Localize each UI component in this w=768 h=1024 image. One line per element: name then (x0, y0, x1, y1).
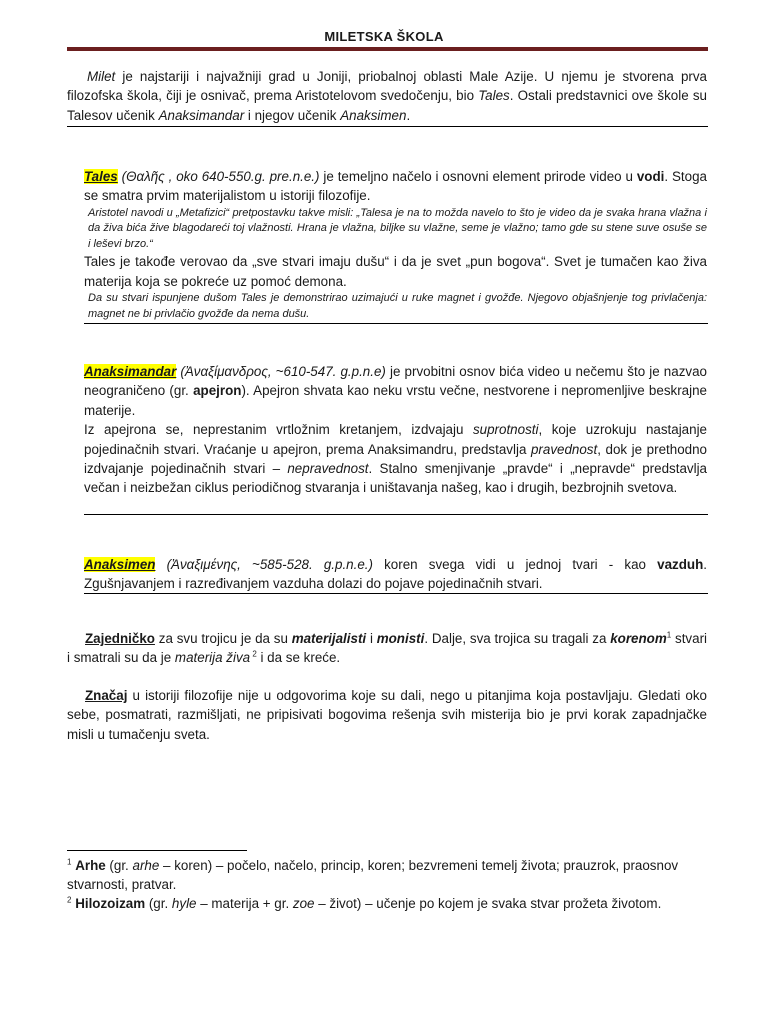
zajednicko-materijalisti: materijalisti (291, 631, 367, 646)
anaksimen-heading: Anaksimen (84, 557, 156, 572)
intro-anaksimandar: Anaksimandar (158, 107, 245, 123)
intro-tales: Tales (478, 88, 510, 104)
znacaj-label: Značaj (85, 688, 128, 703)
zajednicko-text-3: . Dalje, sva trojica su tragali za (424, 631, 611, 646)
anaksimandar-text-5: , dok je prethodno izdvajanje pojedinačnih stvari – (84, 441, 707, 477)
tales-voda: vodi (636, 169, 665, 184)
zajednicko-paragraph (67, 629, 707, 668)
tales-meta: (Θαλῆς , oko 640-550.g. pre.n.e.) (117, 169, 320, 184)
anaksimen-text-1: koren svega vidi u jednoj tvari - kao (372, 557, 658, 572)
intro-paragraph (67, 67, 707, 125)
footnote-ref-1[interactable]: 1 (666, 630, 672, 640)
footnote-separator (67, 850, 247, 851)
anaksimandar-text-2: ). Apejron shvata kao neku vrstu večne, nestvorene i nepromenljive beskrajne materije. (84, 383, 707, 418)
zajednicko-text-4: stvari i smatrali su da je (67, 631, 708, 666)
intro-text-4: . (406, 107, 411, 123)
znacaj-text: u istoriji filozofije nije u odgovorima koje su dali, nego u pitanjima koja postavljaju. Gledati oko sebe, posmatrati, razmišljati, ne pripisivati bogovima rešenja svih misterija bio je prvi korak zapadnjačke misli u tumačenju sveta. (67, 688, 707, 742)
anaksimandar-suprotnosti: suprotnosti (472, 422, 539, 438)
intro-text-3: i njegov učenik (244, 107, 341, 123)
anaksimandar-text-6: . Stalno smenjivanje „pravde“ i „nepravde“ predstavlja večan i neizbežan ciklus periodičnog stvaranja i uništavanja našeg, kao i drugih, bezbrojnih svetova. (84, 461, 707, 496)
tales-paragraph-2: Tales je takođe verovao da „sve stvari imaju dušu“ i da je svet „pun bogova“. Svet je tumačen kao živa materija koja se pokreće uz pomoć demona. (84, 254, 707, 289)
footnote-text: – život) – učenje po kojem je svaka stvar prožeta životom. (314, 896, 662, 911)
anaksimandar-apejron: apejron (193, 383, 242, 399)
section-divider (84, 323, 708, 324)
zajednicko-korenom: korenom (610, 631, 667, 646)
tales-section (84, 167, 707, 322)
zajednicko-materija-ziva: materija živa (174, 650, 251, 666)
tales-note-2: Da su stvari ispunjene dušom Tales je demonstrirao uzimajući u ruke magnet i gvožđe. Njegovo objašnjenje tog privlačenja: magnet ne bi privlačio gvožđe da nema dušu. (88, 292, 707, 320)
zajednicko-monisti: monisti (376, 631, 425, 646)
footnote-text: (gr. (105, 858, 133, 873)
anaksimandar-text-1: je prvobitni osnov bića video u nečemu što je nazvao neograničeno (gr. (84, 364, 707, 399)
intro-text-1: je najstariji i najvažniji grad u Joniji, priobalnoj oblasti Male Azije. U njemu je stvorena prva filozofska škola, čiji je osnivač, prema Aristotelovom svedočenju, bio (67, 69, 707, 104)
intro-milet: Milet (87, 69, 116, 84)
intro-text-2: . Ostali predstavnici ove škole su Talesov učenik (67, 88, 707, 123)
page-title: MILETSKA ŠKOLA (324, 29, 444, 44)
znacaj-paragraph (67, 686, 707, 744)
header-rule (67, 47, 708, 51)
anaksimen-text-2: . Zgušnjavanjem i razređivanjem vazduha dolazi do pojave pojedinačnih stvari. (84, 557, 707, 592)
tales-heading: Tales (84, 169, 118, 184)
anaksimandar-nepravednost: nepravednost (287, 461, 369, 477)
section-divider (67, 126, 708, 127)
footnote-text: – materija + gr. (196, 896, 293, 911)
footnote-1 (67, 856, 707, 894)
section-divider (84, 514, 708, 515)
footnote-number: 2 (67, 895, 72, 905)
anaksimen-section (84, 555, 707, 594)
tales-note-1: Aristotel navodi u „Metafizici“ pretpostavku takve misli: „Talesa je na to možda navelo to što je video da je svaka hrana vlažna i da živa bića žive blagodareći toj vlažnosti. Hrana je vlažna, biljke su vlažne, seme je vlažno; tamo gde su stene suve osuše se i leševi brzo.“ (88, 206, 707, 250)
footnote-term: Hilozoizam (75, 896, 146, 911)
anaksimandar-heading: Anaksimandar (84, 364, 177, 379)
zajednicko-text-2: i (366, 631, 377, 646)
anaksimandar-section (84, 362, 707, 498)
zajednicko-label: Zajedničko (85, 631, 155, 646)
footnote-word: zoe (292, 896, 315, 911)
section-divider (84, 593, 708, 594)
footnote-text: – koren) – počelo, načelo, princip, koren; bezvremeni temelj života; prauzrok, praosnov stvarnosti, pratvar. (67, 858, 679, 892)
tales-text-2: . Stoga se smatra prvim materijalistom u istoriji filozofije. (84, 169, 707, 204)
footnotes (67, 856, 707, 913)
anaksimandar-text-3: Iz apejrona se, neprestanim vrtložnim kretanjem, izdvajaju (84, 422, 473, 438)
anaksimen-vazduh: vazduh (657, 557, 704, 572)
anaksimandar-pravednost: pravednost (530, 441, 598, 457)
zajednicko-text-5: i da se kreće. (256, 650, 341, 666)
footnote-text: (gr. (145, 896, 172, 911)
anaksimandar-meta: (Ἀναξίμανδρος, ~610-547. g.p.n.e) (176, 364, 386, 379)
footnote-ref-2[interactable]: 2 (250, 649, 257, 659)
intro-anaksimen: Anaksimen (340, 107, 407, 123)
footnote-2 (67, 894, 707, 913)
anaksimen-meta: (Ἀναξιμένης, ~585-528. g.p.n.e.) (155, 557, 373, 572)
zajednicko-text-1: za svu trojicu je da su (154, 631, 292, 646)
footnote-term: Arhe (75, 858, 106, 873)
footnote-number: 1 (67, 857, 72, 867)
footnote-word: hyle (171, 896, 197, 911)
footnote-word: arhe (132, 858, 160, 873)
anaksimandar-text-4: , koje uzrokuju nastajanje pojedinačnih stvari. Vraćanje u apejron, prema Anaksimandru, predstavlja (84, 422, 707, 457)
tales-text-1: je temeljno načelo i osnovni element prirode video u (319, 169, 637, 184)
